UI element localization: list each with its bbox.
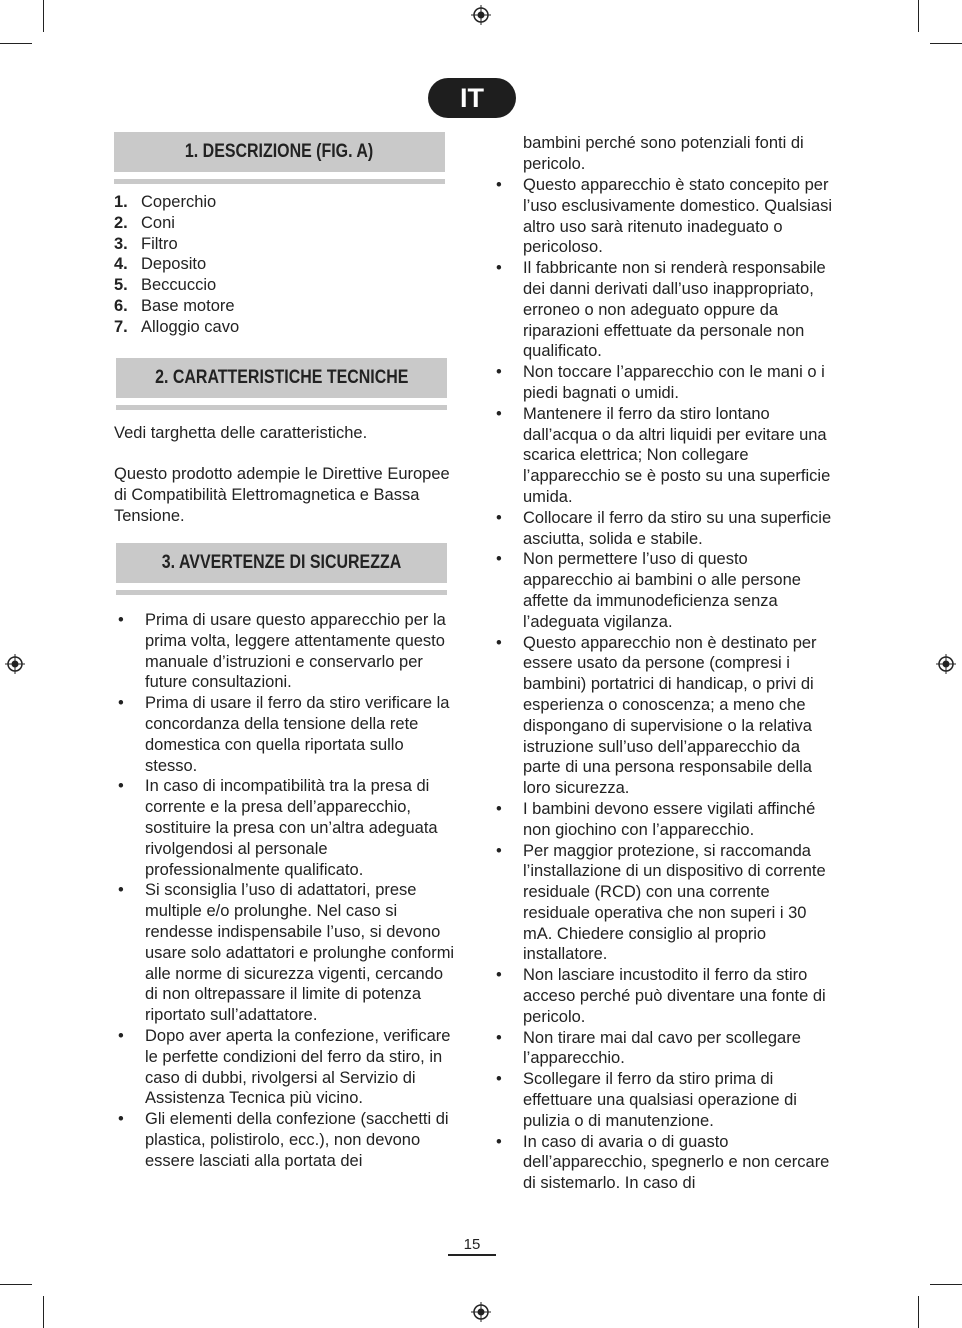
crop-mark (918, 0, 919, 32)
compliance-paragraph: Questo prodotto adempie le Direttive Europee di Compatibilità Elettromagnetica e Bassa Tensione. (114, 465, 450, 525)
list-item: • Questo apparecchio non è destinato per essere usato da persone (compresi i bambini) portatrici di handicap, o privi di esperienza o conoscenza; a meno che dispongano di supervisione o la relativa istruzione sull’uso dell’apparecchio da parte di una persona responsabile della loro sicurezza. (496, 633, 817, 798)
section-divider (116, 590, 447, 595)
crop-mark (0, 1284, 32, 1285)
list-item: • Scollegare il ferro da stiro prima di effettuare una qualsiasi operazione di pulizia o di manutenzione. (496, 1070, 797, 1130)
list-item: 2. Coni (114, 213, 175, 232)
safety-list-left (115, 610, 457, 1172)
list-item: • Dopo aver aperta la confezione, verificare le perfette condizioni del ferro da stiro, in caso di dubbi, rivolgersi al Servizio di Assistenza Tecnica più vicino. (118, 1026, 451, 1108)
language-badge: IT (428, 78, 516, 118)
list-item: • In caso di avaria o di guasto dell’apparecchio, spegnerlo e non cercare di sistemarlo. In caso di (496, 1132, 830, 1193)
registration-mark-icon (471, 1302, 491, 1322)
list-item: • Si sconsiglia l’uso di adattatori, prese multiple e/o prolunghe. Nel caso si rendesse indispensabile l’uso, si devono usare solo adattatori e prolunghe conformi alle norme di sicurezza vigenti, cercando di non oltrepassare il limite di potenza riportato sull’adattatore. (118, 881, 455, 1025)
registration-mark-icon (5, 654, 25, 674)
list-item: • Mantenere il ferro da stiro lontano dall’acqua o da altri liquidi per evitare una scarica elettrica; Non collegare l’apparecchio se è posto su una superficie umida. (496, 404, 831, 506)
crop-mark (43, 1296, 44, 1328)
section-title-caratteristiche: 2. CARATTERISTICHE TECNICHE (116, 358, 447, 398)
section-divider (114, 179, 445, 184)
list-item: • Non tirare mai dal cavo per scollegare l’apparecchio. (496, 1028, 801, 1068)
list-item: • Prima di usare questo apparecchio per la prima volta, leggere attentamente questo manuale d’istruzioni e conservarlo per future consultazioni. (118, 611, 446, 692)
parts-list (114, 192, 239, 338)
list-item: 6. Base motore (114, 296, 235, 315)
crop-mark (918, 1296, 919, 1328)
safety-list-right (493, 175, 838, 1194)
crop-mark (930, 1284, 962, 1285)
section-title-descrizione: 1. DESCRIZIONE (FIG. A) (114, 132, 445, 172)
continued-text: bambini perché sono potenziali fonti di pericolo. (523, 134, 804, 173)
list-item: 4. Deposito (114, 255, 207, 274)
list-item: • Gli elementi della confezione (sacchetti di plastica, polistirolo, ecc.), non devono essere lasciati alla portata dei (118, 1110, 449, 1170)
list-item: • In caso di incompatibilità tra la presa di corrente e la presa dell’apparecchio, sostituire la presa con un’altra adeguata rivolgendosi al personale professionalmente qualificato. (118, 777, 438, 879)
list-item: 3. Filtro (114, 234, 178, 253)
list-item: • I bambini devono essere vigilati affinché non giochino con l’apparecchio. (496, 799, 816, 839)
crop-mark (43, 0, 44, 32)
registration-mark-icon (936, 654, 956, 674)
list-item: • Prima di usare il ferro da stiro verificare la concordanza della tensione della rete domestica con quella riportata sullo stesso. (118, 694, 450, 775)
list-item: 7. Alloggio cavo (114, 317, 240, 336)
registration-mark-icon (471, 5, 491, 25)
list-item: 5. Beccuccio (114, 276, 217, 295)
list-item: • Non permettere l’uso di questo apparecchio ai bambini o alle persone affette da immunodeficienza senza l’adeguata vigilanza. (496, 550, 801, 631)
spec-paragraph: Vedi targhetta delle caratteristiche. (114, 424, 368, 442)
page-number: 15 (448, 1236, 496, 1256)
crop-mark (930, 43, 962, 44)
section-divider (116, 405, 447, 410)
crop-mark (0, 43, 32, 44)
list-item: • Per maggior protezione, si raccomanda l’installazione di un dispositivo di corrente residuale (RCD) con una corrente residuale operativa che non superi i 30 mA. Chiedere consiglio al proprio installatore. (496, 841, 826, 964)
list-item: 1. Coperchio (114, 193, 217, 211)
section-title-avvertenze: 3. AVVERTENZE DI SICUREZZA (116, 543, 447, 583)
list-item: • Questo apparecchio è stato concepito per l’uso esclusivamente domestico. Qualsiasi altro uso sarà ritenuto inadeguato o pericoloso. (496, 176, 833, 257)
list-item: • Il fabbricante non si renderà responsabile dei danni derivati dall’uso inappropriato, erroneo o non adeguato oppure da riparazioni effettuate da personale non qualificato. (496, 259, 826, 361)
list-item: • Non toccare l’apparecchio con le mani o i piedi bagnati o umidi. (496, 363, 825, 402)
list-item: • Non lasciare incustodito il ferro da stiro acceso perché può diventare una fonte di pericolo. (496, 966, 826, 1026)
list-item: • Collocare il ferro da stiro su una superficie asciutta, solida e stabile. (496, 508, 832, 548)
